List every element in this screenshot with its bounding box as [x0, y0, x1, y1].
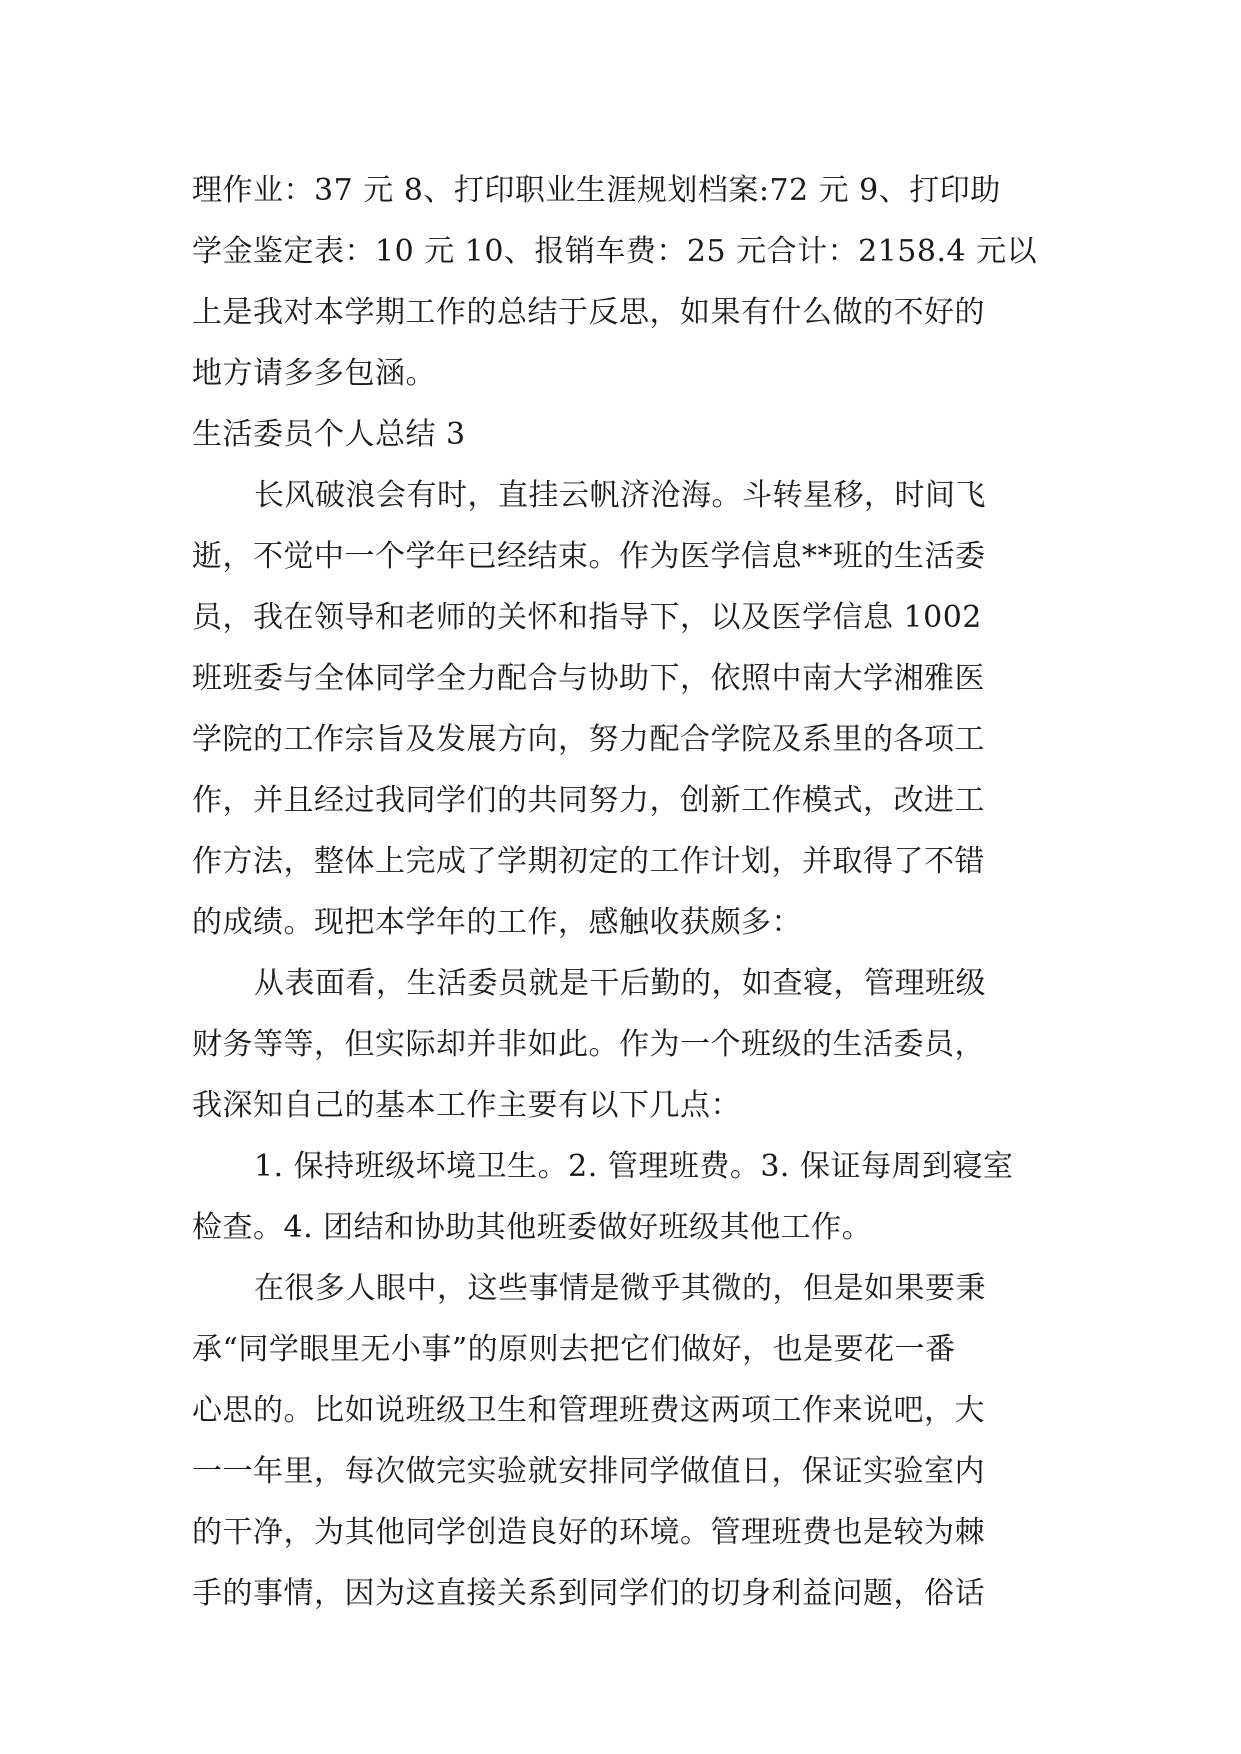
text-line: 一一年里，每次做完实验就安排同学做值日，保证实验室内	[192, 1454, 985, 1489]
paragraph-first-line: 1. 保持班级坏境卫生。2. 管理班费。3. 保证每周到寝室	[254, 1149, 1014, 1184]
paragraph-first-line: 从表面看，生活委员就是干后勤的，如查寝，管理班级	[254, 966, 986, 1001]
text-line: 作方法，整体上完成了学期初定的工作计划，并取得了不错	[192, 844, 985, 879]
text-line: 员，我在领导和老师的关怀和指导下，以及医学信息 1002	[192, 600, 982, 635]
document-body	[192, 160, 1042, 1624]
text-line: 我深知自己的基本工作主要有以下几点：	[192, 1088, 741, 1123]
text-line: 学院的工作宗旨及发展方向，努力配合学院及系里的各项工	[192, 722, 985, 757]
text-line: 手的事情，因为这直接关系到同学们的切身利益问题，俗话	[192, 1576, 985, 1611]
text-line: 上是我对本学期工作的总结于反思，如果有什么做的不好的	[192, 295, 985, 330]
text-line: 地方请多多包涵。	[192, 356, 436, 391]
text-line: 作，并且经过我同学们的共同努力，创新工作模式，改进工	[192, 783, 985, 818]
text-line: 学金鉴定表：10 元 10、报销车费：25 元合计：2158.4 元以	[192, 234, 1038, 269]
section-heading: 生活委员个人总结 3	[192, 417, 466, 452]
text-line: 财务等等，但实际却并非如此。作为一个班级的生活委员，	[192, 1027, 985, 1062]
text-line: 检查。4. 团结和协助其他班委做好班级其他工作。	[192, 1210, 873, 1245]
text-line: 承“同学眼里无小事”的原则去把它们做好，也是要花一番	[192, 1332, 956, 1367]
text-line: 的干净，为其他同学创造良好的环境。管理班费也是较为棘	[192, 1515, 985, 1550]
paragraph-first-line: 长风破浪会有时，直挂云帆济沧海。斗转星移，时间飞	[254, 478, 986, 513]
text-line: 心思的。比如说班级卫生和管理班费这两项工作来说吧，大	[192, 1393, 985, 1428]
text-line: 班班委与全体同学全力配合与协助下，依照中南大学湘雅医	[192, 661, 985, 696]
text-line: 逝，不觉中一个学年已经结束。作为医学信息**班的生活委	[192, 539, 986, 574]
paragraph-first-line: 在很多人眼中，这些事情是微乎其微的，但是如果要秉	[254, 1271, 986, 1306]
text-line: 理作业：37 元 8、打印职业生涯规划档案:72 元 9、打印助	[192, 173, 1001, 208]
text-line: 的成绩。现把本学年的工作，感触收获颇多：	[192, 905, 802, 940]
